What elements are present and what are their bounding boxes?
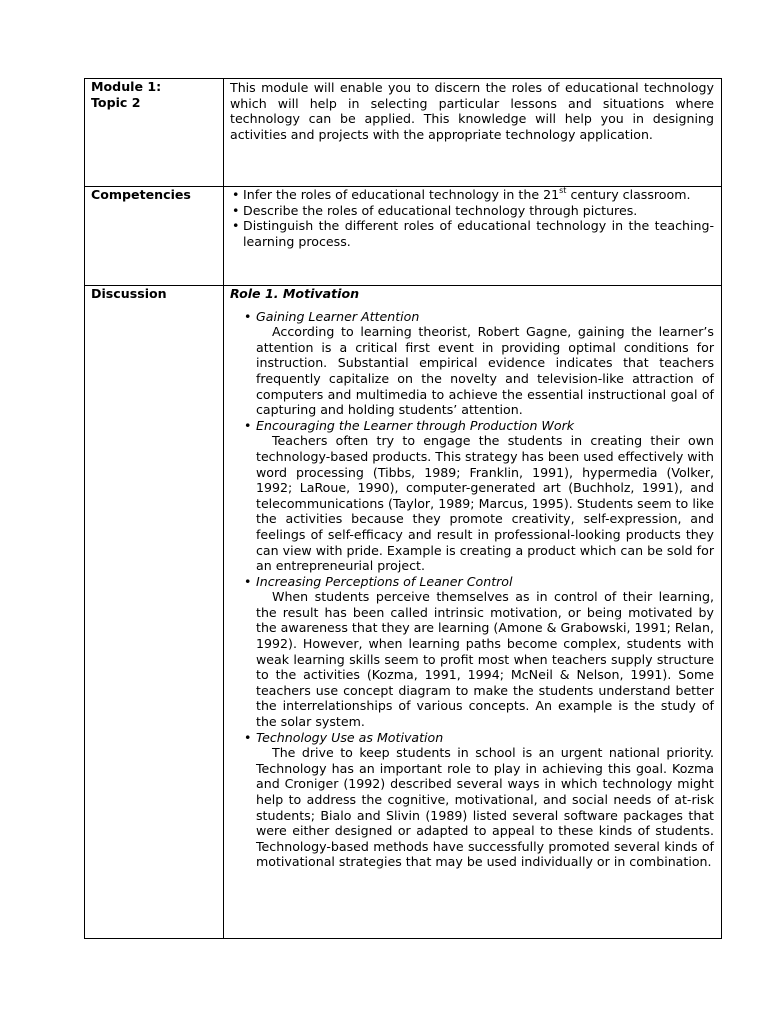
bullet-icon: • (244, 573, 252, 589)
discussion-label-cell (85, 286, 224, 939)
competency-item (230, 203, 714, 219)
section-body: The drive to keep students in school is an urgent national priority. Technology has an important role to play in achieving this goal. Kozma and Croniger (1992) described several ways in which technology might help to address the cognitive, motivational, and social needs of at-risk students; Bialo and Slivin (1989) listed several software packages that were either designed or adapted to appeal to these kinds of students. Technology-based methods have successfully promoted several kinds of motivational strategies that may be used individually or in combination. (256, 745, 714, 870)
module-intro-cell (224, 79, 722, 187)
competency-item (230, 187, 714, 203)
module-label-cell (85, 79, 224, 187)
bullet-icon: • (232, 187, 240, 202)
bullet-icon: • (244, 417, 252, 433)
discussion-list (230, 309, 714, 870)
discussion-label: Discussion (91, 286, 167, 301)
bullet-icon: • (244, 729, 252, 745)
module-intro-text: This module will enable you to discern the roles of educational technology which will help in selecting particular lessons and situations where technology can be applied. This knowledge will help you in designing activities and projects with the appropriate technology application. (230, 80, 714, 142)
bullet-icon: • (232, 202, 240, 218)
competencies-list (230, 187, 714, 249)
competencies-cell (224, 187, 722, 286)
section-body: According to learning theorist, Robert Gagne, gaining the learner’s attention is a critical first event in providing optimal conditions for instruction. Substantial empirical evidence indicates that teachers frequently capitalize on the novelty and television-like attraction of computers and multimedia to achieve the essential instructional goal of capturing and holding students’ attention. (256, 324, 714, 418)
section-body: Teachers often try to engage the students in creating their own technology-based products. This strategy has been used effectively with word processing (Tibbs, 1989; Franklin, 1991), hypermedia (Volker, 1992; LaRoue, 1990), computer-generated art (Buchholz, 1991), and telecommunications (Taylor, 1989; Marcus, 1995). Students seem to like the activities because they promote creativity, self-expression, and feelings of self-efficacy and result in professional-looking products they can view with pride. Example is creating a product which can be sold for an entrepreneurial project. (256, 433, 714, 574)
discussion-section (230, 574, 714, 730)
competency-text: Distinguish the different roles of educational technology in the teaching-learning process. (243, 218, 714, 249)
section-heading: Technology Use as Motivation (256, 729, 444, 745)
bullet-icon: • (232, 218, 240, 234)
bullet-icon: • (244, 308, 252, 324)
discussion-section (230, 730, 714, 870)
role-title: Role 1. Motivation (230, 286, 360, 301)
section-body: When students perceive themselves as in control of their learning, the result has been called intrinsic motivation, or being motivated by the awareness that they are learning (Amone & Grabowski, 1991; Relan, 1992). However, when learning paths become complex, students with weak learning skills seem to profit most when teachers supply structure to the activities (Kozma, 1991, 1994; McNeil & Nelson, 1991). Some teachers use concept diagram to make the students understand better the interrelationships of various concepts. An example is the study of the solar system. (256, 589, 714, 730)
module-row (85, 79, 722, 187)
module-table (84, 78, 722, 939)
module-label-line2: Topic 2 (91, 94, 141, 110)
module-label-line1: Module 1: (91, 79, 162, 94)
discussion-row (85, 286, 722, 939)
competencies-row (85, 187, 722, 286)
discussion-section (230, 418, 714, 574)
competencies-label: Competencies (91, 187, 191, 202)
section-heading: Encouraging the Learner through Production Work (256, 417, 575, 433)
discussion-cell (224, 286, 722, 939)
competencies-label-cell (85, 187, 224, 286)
section-heading: Increasing Perceptions of Leaner Control (256, 573, 513, 589)
competency-text: Describe the roles of educational technology through pictures. (243, 202, 638, 218)
competency-superscript: st (559, 186, 567, 195)
discussion-section (230, 309, 714, 418)
section-heading: Gaining Learner Attention (256, 308, 420, 324)
competency-item (230, 218, 714, 249)
competency-text: Infer the roles of educational technology in the 21st century classroom. (243, 186, 691, 202)
